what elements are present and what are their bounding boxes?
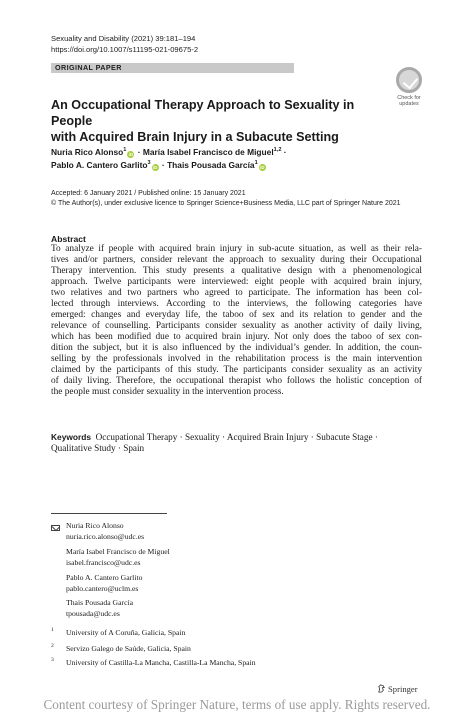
check-for-updates-badge[interactable] bbox=[392, 67, 426, 113]
contact-email[interactable]: nuria.rico.alonso@udc.es bbox=[66, 531, 145, 541]
contact-email[interactable]: pablo.cantero@uclm.es bbox=[66, 583, 139, 593]
contact-email[interactable]: isabel.francisco@udc.es bbox=[66, 557, 141, 567]
article-type-bar: ORIGINAL PAPER bbox=[51, 63, 294, 73]
article-title bbox=[51, 97, 391, 145]
envelope-icon bbox=[51, 525, 60, 531]
contact-entry bbox=[66, 573, 142, 594]
author-affiliation-mark: 1 bbox=[123, 147, 127, 154]
abstract-line: lected through interviews. According to the interviews, the following categories have bbox=[51, 299, 422, 309]
author-name: Nuria Rico Alonso bbox=[51, 147, 124, 157]
keywords-section bbox=[51, 432, 378, 454]
abstract-line: selling by the professionals involved in the rehabilitation process is the main intervention bbox=[51, 354, 422, 364]
author-list bbox=[51, 146, 431, 171]
affiliation-text: University of A Coruña, Galicia, Spain bbox=[66, 628, 186, 637]
abstract-line: dition the subject, but it is also influenced by the individual’s gender. In addition, the coun- bbox=[51, 343, 422, 353]
affiliation-number: 1 bbox=[51, 627, 54, 633]
author-name: Thais Pousada García bbox=[167, 159, 255, 170]
publication-dates bbox=[51, 189, 401, 209]
contact-entry bbox=[66, 547, 170, 568]
springer-horse-icon bbox=[377, 684, 386, 693]
author-name: Pablo A. Cantero Garlito bbox=[51, 159, 148, 170]
abstract-line: which has been modified due to acquired brain injury. Not only does the taboo of sex con- bbox=[51, 332, 422, 342]
journal-citation: Sexuality and Disability (2021) 39:181–194 bbox=[51, 34, 196, 43]
abstract-line: emerged: changes and everyday life, the taboo of sex and its relation to gender and the bbox=[51, 310, 422, 320]
dates-line: Accepted: 6 January 2021 / Published online: 15 January 2021 bbox=[51, 190, 246, 197]
contact-name: Thais Pousada García bbox=[66, 598, 134, 607]
keywords-line: Occupational Therapy · Sexuality · Acquired Brain Injury · Subacute Stage · bbox=[95, 432, 378, 442]
abstract-line: of daily living. Therefore, the occupational therapist who follows the holistic conception of bbox=[51, 376, 422, 386]
footnote-divider bbox=[51, 513, 167, 514]
author-name: María Isabel Francisco de Miguel bbox=[142, 147, 274, 157]
abstract-line: claimed by the participants of this study. The participants consider sexuality as an activity bbox=[51, 365, 422, 375]
orcid-icon[interactable]: iD bbox=[128, 152, 134, 157]
author-affiliation-mark: 1,2 bbox=[273, 147, 282, 154]
check-badge-label: Check for updates bbox=[397, 95, 421, 107]
courtesy-watermark: Content courtesy of Springer Nature, terms of use apply. Rights reserved. bbox=[43, 697, 431, 712]
check-for-updates-icon bbox=[396, 67, 422, 93]
affiliation-text: Servizo Galego de Saúde, Galicia, Spain bbox=[66, 644, 191, 653]
affiliation-number: 2 bbox=[51, 643, 54, 649]
journal-meta bbox=[51, 34, 198, 55]
abstract-line: Therapy intervention. This study presents a qualitative design with a phenomenological bbox=[51, 266, 422, 276]
abstract-line: two relatives and two partners who agreed to participate. The information has been col- bbox=[51, 288, 422, 298]
abstract-heading: Abstract bbox=[51, 234, 86, 244]
keywords-line: Qualitative Study · Spain bbox=[51, 443, 145, 453]
publisher-logo bbox=[377, 684, 418, 694]
abstract-line: relevance of counselling. Participants consider sexuality as another activity of daily living, bbox=[51, 321, 422, 331]
abstract-line: the people must consider sexuality in the intervention process. bbox=[51, 387, 284, 397]
contact-name: María Isabel Francisco de Miguel bbox=[66, 547, 170, 556]
author-affiliation-mark: 3 bbox=[147, 159, 151, 166]
keywords-label: Keywords bbox=[51, 432, 92, 442]
abstract-line: To analyze if people with acquired brain injury in sub-acute situation, as well as their rela- bbox=[51, 244, 422, 254]
contact-entry bbox=[66, 521, 144, 542]
orcid-icon[interactable]: iD bbox=[152, 164, 158, 170]
contact-name: Pablo A. Cantero Garlito bbox=[66, 573, 143, 582]
copyright-line: © The Author(s), under exclusive licence to Springer Science+Business Media, LLC part of Springer Nature 2021 bbox=[51, 200, 401, 207]
author-separator: · bbox=[281, 147, 287, 157]
contact-email[interactable]: tpousada@udc.es bbox=[66, 608, 120, 618]
author-affiliation-mark: 1 bbox=[254, 159, 258, 166]
affiliation-number: 3 bbox=[51, 657, 54, 663]
title-line: An Occupational Therapy Approach to Sexuality in People bbox=[51, 98, 355, 128]
orcid-icon[interactable]: iD bbox=[259, 164, 265, 170]
contact-entry bbox=[66, 598, 133, 619]
contact-name: Nuria Rico Alonso bbox=[66, 521, 124, 530]
author-separator: · bbox=[159, 159, 168, 170]
author-separator: · bbox=[135, 147, 143, 157]
title-line: with Acquired Brain Injury in a Subacute Setting bbox=[51, 130, 339, 144]
publisher-name: Springer bbox=[388, 684, 418, 694]
abstract-line: tives and/or partners, consider relevant the approach to sexuality during their Occupational bbox=[51, 255, 422, 265]
abstract-line: approach. Twelve participants were interviewed: eight people with acquired brain injury, bbox=[51, 277, 422, 287]
doi-link[interactable]: https://doi.org/10.1007/s11195-021-09675-2 bbox=[51, 44, 199, 54]
affiliation-text: University of Castilla-La Mancha, Castilla-La Mancha, Spain bbox=[66, 658, 256, 667]
